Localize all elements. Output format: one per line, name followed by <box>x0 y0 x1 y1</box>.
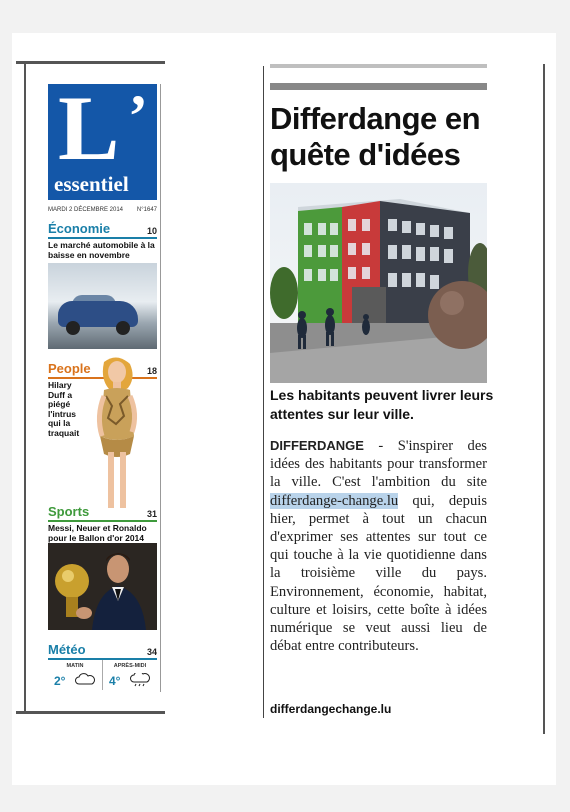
section-page: 18 <box>146 366 157 376</box>
cloud-rain-icon <box>130 673 150 687</box>
section-meteo[interactable] <box>48 642 157 660</box>
article-subheadline: Les habitants peuvent livrer leurs attentes sur leur ville. <box>270 387 494 422</box>
section-page: 34 <box>146 647 157 657</box>
section-name: Économie <box>48 221 111 236</box>
section-header <box>48 642 157 660</box>
article-text-part1: - S'inspirer des idées des habitants pour transformer la ville. C'est l'ambition du site <box>270 438 487 491</box>
sidebar-right-rule <box>160 84 161 692</box>
weather-morning <box>48 660 103 690</box>
article-source-url[interactable]: differdangechange.lu <box>270 702 392 716</box>
weather-temperature: 2° <box>54 674 66 688</box>
section-header <box>48 221 157 239</box>
ballon-dor-photo <box>48 543 157 630</box>
section-name: People <box>48 361 91 376</box>
section-name: Sports <box>48 504 90 519</box>
section-page: 10 <box>146 226 157 236</box>
section-economie[interactable] <box>48 221 157 260</box>
issue-number: N°1647 <box>136 207 157 213</box>
sidebar-left-rule <box>24 61 26 714</box>
weather-box <box>48 660 157 690</box>
page-right-rule <box>543 64 545 734</box>
sidebar-bottom-rule <box>16 711 165 714</box>
weather-period-label: MATIN <box>66 663 84 669</box>
weather-period-label: APRÈS-MIDI <box>113 663 147 669</box>
article-left-rule <box>263 66 264 718</box>
issue-date: MARDI 2 DÉCEMBRE 2014 <box>48 207 124 213</box>
weather-temperature: 4° <box>109 674 121 688</box>
dateline <box>48 207 157 213</box>
logo-apostrophe: ’ <box>128 83 148 149</box>
article-body <box>270 437 487 655</box>
article-headline: Differdange en quête d'idées <box>270 101 481 172</box>
section-teaser: Hilary Duff a piégé l'intrus qui la traquait <box>48 380 80 438</box>
cloud-icon <box>75 673 95 685</box>
article-photo <box>270 183 487 383</box>
article-link[interactable]: differdange-change.lu <box>270 492 399 509</box>
weather-afternoon <box>103 660 157 690</box>
celebrity-photo <box>92 356 142 516</box>
article-text-part2: qui, depuis hier, permet à tout un chacun d'exprimer ses attentes sur tout ce qui touche à la vie quotidienne dans la troisième ville du pays. Environnement, économie, habitat, culture et loisirs, cette boîte à idées numérique se veut aussi lieu de débat entre contributeurs. <box>270 492 487 655</box>
section-page: 31 <box>146 509 157 519</box>
section-sports[interactable] <box>48 504 157 543</box>
sidebar-top-rule <box>16 61 165 64</box>
section-teaser: Messi, Neuer et Ronaldo pour le Ballon d'or 2014 <box>48 523 147 543</box>
article-dateline: DIFFERDANGE <box>270 438 364 453</box>
section-teaser: Le marché automobile à la baisse en novembre <box>48 240 155 260</box>
article-top-bar <box>270 83 487 90</box>
car-photo <box>48 263 157 349</box>
section-name: Météo <box>48 642 86 657</box>
newspaper-logo <box>48 77 157 200</box>
logo-word: essentiel <box>54 172 129 196</box>
logo-letter: L <box>58 77 120 179</box>
article-top-rule <box>270 64 487 68</box>
section-header <box>48 504 157 522</box>
